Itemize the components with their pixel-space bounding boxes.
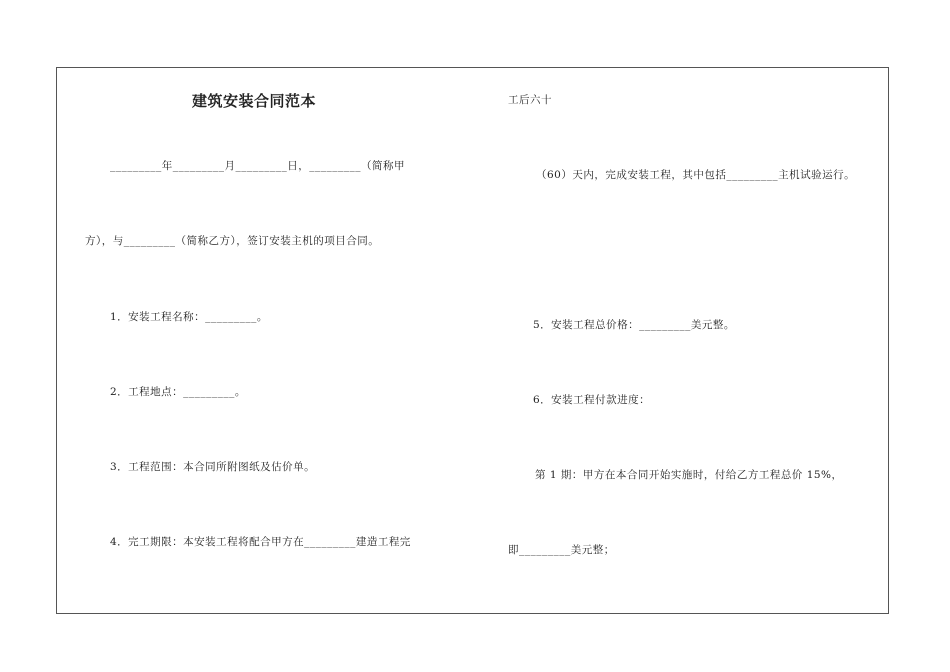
item-project-scope: 3．工程范围：本合同所附图纸及估价单。: [110, 461, 316, 473]
payment-phase-1: 第 1 期：甲方在本合同开始实施时，付给乙方工程总价 15%，: [535, 469, 843, 481]
item-payment-schedule: 6．安装工程付款进度：: [533, 394, 651, 406]
item-project-name: 1．安装工程名称：_________。: [110, 311, 268, 323]
document-title: 建筑安装合同范本: [192, 92, 317, 110]
item-project-location: 2．工程地点：_________。: [110, 386, 246, 398]
paragraph-sixty-days: （60）天内，完成安装工程，其中包括_________主机试验运行。: [536, 169, 856, 181]
item-total-price: 5．安装工程总价格：_________美元整。: [533, 319, 735, 331]
paragraph-parties-line: 方），与_________（简称乙方），签订安装主机的项目合同。: [85, 235, 380, 247]
continuation-line: 工后六十: [508, 94, 552, 106]
page-frame: [56, 67, 889, 614]
payment-phase-1-amount: 即_________美元整；: [508, 544, 615, 556]
item-completion-deadline: 4．完工期限：本安装工程将配合甲方在_________建造工程完: [110, 536, 411, 548]
paragraph-date-line: _________年_________月_________日，_________（简称甲: [110, 160, 405, 172]
